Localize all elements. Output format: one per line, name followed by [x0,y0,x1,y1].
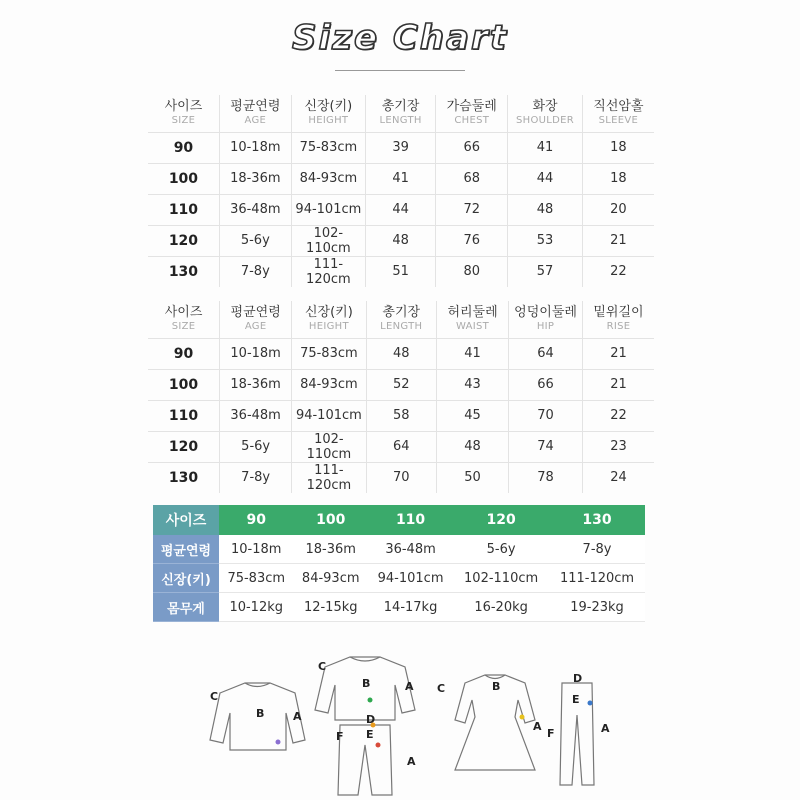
mark-c: C [437,682,446,695]
summary-size: 130 [549,505,645,535]
table-cell: 111-120cm [292,462,366,493]
mark-b: B [362,677,371,690]
table-row [148,338,654,369]
mark-f: F [547,727,555,740]
header-ko: 허리둘레 [447,305,498,321]
size-cell: 100 [148,369,220,400]
bottom-table-header [148,301,654,338]
top-table-header [148,95,654,132]
table-cell: 48 [508,194,583,225]
table-cell: 22 [582,400,654,431]
summary-cell: 111-120cm [549,564,645,593]
table-cell: 10-18m [220,338,292,369]
summary-cell: 36-48m [368,535,453,564]
header-ko: 평균연령 [230,305,281,321]
mark-b: B [256,707,265,720]
size-cell: 130 [148,256,219,287]
size-cell: 110 [148,194,219,225]
header-en: AGE [244,321,267,333]
table-cell: 70 [509,400,583,431]
table-cell: 84-93cm [291,163,365,194]
summary-cell: 19-23kg [549,593,645,622]
table-cell: 57 [508,256,583,287]
header-cell [436,95,508,132]
mark-a: A [407,755,416,768]
mark-f: F [336,730,344,743]
table-cell: 44 [508,163,583,194]
table-cell: 48 [366,338,436,369]
table-cell: 21 [582,369,654,400]
summary-cell: 75-83cm [219,564,293,593]
header-cell [291,95,365,132]
mark-a: A [533,720,542,733]
header-ko: 화장 [532,99,558,115]
mark-d: D [366,713,376,726]
header-cell [436,301,508,338]
table-cell: 102-110cm [291,225,365,256]
table-cell: 102-110cm [292,431,366,462]
table-cell: 41 [365,163,435,194]
mark-c: C [318,660,327,673]
header-cell [365,95,435,132]
header-ko: 총기장 [382,305,421,321]
header-en: SHOULDER [516,115,575,127]
table-cell: 68 [436,163,508,194]
table-cell: 5-6y [220,431,292,462]
header-en: SIZE [171,115,196,127]
header-en: LENGTH [380,321,423,333]
summary-cell: 7-8y [549,535,645,564]
size-cell: 100 [148,163,219,194]
table-cell: 80 [436,256,508,287]
header-cell [582,95,654,132]
header-ko: 사이즈 [164,305,203,321]
measure-dot [520,715,525,720]
table-cell: 48 [436,431,508,462]
bottom-size-table [148,301,654,493]
table-cell: 7-8y [220,462,292,493]
table-cell: 94-101cm [292,400,366,431]
header-ko: 신장(키) [304,305,353,321]
summary-row [153,535,645,564]
table-cell: 5-6y [219,225,291,256]
summary-header-label: 사이즈 [153,505,219,535]
size-cell: 90 [148,338,220,369]
header-ko: 신장(키) [304,99,353,115]
table-cell: 84-93cm [292,369,366,400]
header-en: WAIST [456,321,490,333]
size-summary-table [153,505,645,622]
top-size-table [148,95,654,287]
summary-row [153,593,645,622]
table-cell: 10-18m [219,132,291,163]
table-cell: 64 [509,338,583,369]
summary-cell: 14-17kg [368,593,453,622]
summary-cell: 12-15kg [293,593,367,622]
header-ko: 직선암홀 [593,99,644,115]
size-cell: 120 [148,431,220,462]
table-row [148,132,654,163]
header-en: LENGTH [379,115,422,127]
table-cell: 72 [436,194,508,225]
table-cell: 22 [582,256,654,287]
table-cell: 18-36m [220,369,292,400]
table-cell: 66 [436,132,508,163]
table-row [148,194,654,225]
header-en: HEIGHT [308,115,349,127]
table-cell: 52 [366,369,436,400]
table-cell: 43 [436,369,508,400]
table-cell: 24 [582,462,654,493]
header-ko: 밑위길이 [593,305,644,321]
summary-cell: 16-20kg [453,593,549,622]
table-cell: 51 [365,256,435,287]
measure-dot [368,698,373,703]
table-cell: 7-8y [219,256,291,287]
mark-a: A [405,680,414,693]
table-row [148,256,654,287]
summary-row-label: 몸무게 [153,593,219,622]
header-ko: 총기장 [381,99,420,115]
table-cell: 39 [365,132,435,163]
header-cell [582,301,654,338]
table-cell: 75-83cm [292,338,366,369]
table-row [148,163,654,194]
table-cell: 70 [366,462,436,493]
summary-cell: 94-101cm [368,564,453,593]
header-cell [148,95,219,132]
table-cell: 66 [509,369,583,400]
table-cell: 78 [509,462,583,493]
summary-cell: 84-93cm [293,564,367,593]
summary-size: 100 [293,505,367,535]
header-en: RISE [606,321,631,333]
header-cell [220,301,292,338]
header-en: AGE [244,115,267,127]
summary-cell: 102-110cm [453,564,549,593]
header-en: SIZE [171,321,196,333]
table-cell: 74 [509,431,583,462]
size-cell: 110 [148,400,220,431]
table-row [148,462,654,493]
mark-e: E [366,728,374,741]
table-cell: 20 [582,194,654,225]
table-cell: 18-36m [219,163,291,194]
summary-cell: 10-12kg [219,593,293,622]
table-cell: 41 [508,132,583,163]
table-cell: 45 [436,400,508,431]
table-cell: 64 [366,431,436,462]
header-cell [292,301,366,338]
header-en: CHEST [454,115,490,127]
summary-size: 90 [219,505,293,535]
mark-d: D [573,672,583,685]
mark-c: C [210,690,219,703]
table-cell: 48 [365,225,435,256]
header-en: HIP [536,321,555,333]
header-cell [508,95,583,132]
measure-dot [276,740,281,745]
measure-dot [376,743,381,748]
header-en: SLEEVE [598,115,639,127]
title-area [0,18,800,58]
title-underline [335,70,465,71]
summary-cell: 10-18m [219,535,293,564]
mark-a: A [601,722,610,735]
page-title: Size Chart [292,18,508,58]
table-cell: 58 [366,400,436,431]
table-cell: 18 [582,163,654,194]
table-cell: 94-101cm [291,194,365,225]
size-cell: 90 [148,132,219,163]
header-en: HEIGHT [308,321,349,333]
mark-a: A [293,710,302,723]
header-cell [148,301,220,338]
summary-cell: 18-36m [293,535,367,564]
header-ko: 가슴둘레 [446,99,497,115]
mark-b: B [492,680,501,693]
table-cell: 21 [582,225,654,256]
table-cell: 23 [582,431,654,462]
table-cell: 36-48m [220,400,292,431]
table-row [148,225,654,256]
table-row [148,400,654,431]
summary-row-label: 신장(키) [153,564,219,593]
size-cell: 120 [148,225,219,256]
header-ko: 엉덩이둘레 [514,305,577,321]
table-cell: 50 [436,462,508,493]
table-row [148,369,654,400]
summary-cell: 5-6y [453,535,549,564]
summary-row [153,564,645,593]
table-cell: 44 [365,194,435,225]
header-cell [509,301,583,338]
table-cell: 21 [582,338,654,369]
size-cell: 130 [148,462,220,493]
summary-row-label: 평균연령 [153,535,219,564]
table-cell: 41 [436,338,508,369]
header-cell [366,301,436,338]
table-cell: 53 [508,225,583,256]
summary-size: 110 [368,505,453,535]
measure-dot [588,701,593,706]
table-row [148,431,654,462]
header-ko: 사이즈 [164,99,203,115]
garment-diagrams [190,645,620,800]
table-cell: 76 [436,225,508,256]
summary-size: 120 [453,505,549,535]
summary-header-row [153,505,645,535]
header-cell [219,95,291,132]
table-cell: 75-83cm [291,132,365,163]
table-cell: 36-48m [219,194,291,225]
mark-e: E [572,693,580,706]
table-cell: 111-120cm [291,256,365,287]
header-ko: 평균연령 [230,99,281,115]
table-cell: 18 [582,132,654,163]
